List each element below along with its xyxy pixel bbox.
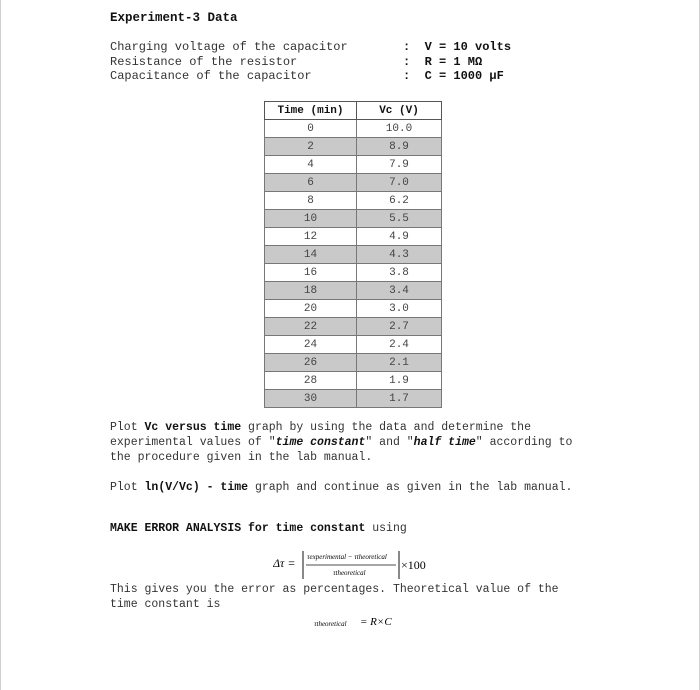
cell-time: 16 (265, 264, 357, 282)
cell-voltage: 2.1 (357, 354, 442, 372)
cell-voltage: 3.4 (357, 282, 442, 300)
cell-voltage: 6.2 (357, 192, 442, 210)
table-row (265, 174, 442, 192)
parameters-list (110, 40, 550, 84)
table-row (265, 318, 442, 336)
formula-numerator: τexperimental − τtheoretical (307, 553, 387, 561)
table-row (265, 246, 442, 264)
cell-voltage: 1.9 (357, 372, 442, 390)
column-header-voltage: Vc (V) (357, 102, 442, 120)
table-row (265, 354, 442, 372)
instruction-paragraph-2 (110, 480, 590, 495)
table-row (265, 390, 442, 408)
text-span: " according to the procedure given in the lab manual. (110, 436, 573, 464)
cell-voltage: 2.4 (357, 336, 442, 354)
document-title: Experiment-3 Data (110, 11, 238, 25)
bold-italic-span: time constant (275, 436, 366, 449)
cell-voltage: 4.9 (357, 228, 442, 246)
parameter-value: : V = 10 volts (403, 40, 512, 54)
cell-time: 30 (265, 390, 357, 408)
table-row (265, 264, 442, 282)
formula-denominator: τtheoretical (333, 569, 366, 577)
parameter-row-voltage (110, 40, 550, 55)
cell-time: 28 (265, 372, 357, 390)
cell-voltage: 7.0 (357, 174, 442, 192)
parameter-row-resistance (110, 55, 550, 70)
cell-voltage: 7.9 (357, 156, 442, 174)
parameter-label: Resistance of the resistor (110, 54, 298, 69)
table-row (265, 138, 442, 156)
cell-time: 12 (265, 228, 357, 246)
cell-time: 10 (265, 210, 357, 228)
parameter-label: Capacitance of the capacitor (110, 69, 312, 83)
cell-time: 6 (265, 174, 357, 192)
text-span: using (365, 522, 407, 535)
text-span: " and " (365, 436, 414, 449)
parameter-value: : R = 1 MΩ (403, 54, 483, 69)
cell-voltage: 5.5 (357, 210, 442, 228)
table-row (265, 336, 442, 354)
bold-span: MAKE ERROR ANALYSIS for time constant (110, 522, 366, 535)
column-header-time: Time (min) (265, 102, 357, 120)
cell-time: 4 (265, 156, 357, 174)
table-row (265, 228, 442, 246)
parameter-value: : C = 1000 µF (403, 69, 504, 83)
cell-time: 22 (265, 318, 357, 336)
instruction-paragraph-3: This gives you the error as percentages. Theoretical value of the time constant is (110, 583, 559, 611)
cell-time: 20 (265, 300, 357, 318)
formula-delta: Δτ = (273, 556, 296, 570)
error-analysis-heading (110, 522, 407, 535)
cell-time: 0 (265, 120, 357, 138)
table-row (265, 300, 442, 318)
cell-voltage: 2.7 (357, 318, 442, 336)
theoretical-formula (314, 613, 404, 633)
bold-span: Vc versus time (144, 421, 242, 434)
cell-voltage: 1.7 (357, 390, 442, 408)
table-row (265, 156, 442, 174)
cell-voltage: 3.0 (357, 300, 442, 318)
text-span: Plot (110, 421, 145, 434)
bold-span: ln(V/Vc) - time (144, 481, 249, 494)
cell-time: 14 (265, 246, 357, 264)
cell-time: 2 (265, 138, 357, 156)
table-row (265, 120, 442, 138)
table-row (265, 192, 442, 210)
cell-voltage: 4.3 (357, 246, 442, 264)
cell-voltage: 3.8 (357, 264, 442, 282)
table-row (265, 372, 442, 390)
text-span: graph and continue as given in the lab manual. (248, 481, 573, 494)
text-span: graph by using the data and determine the experimental values of " (110, 421, 531, 449)
formula-multiplier: ×100 (401, 558, 426, 572)
cell-time: 18 (265, 282, 357, 300)
cell-time: 24 (265, 336, 357, 354)
cell-time: 26 (265, 354, 357, 372)
parameter-row-capacitance (110, 69, 550, 84)
table-row (265, 282, 442, 300)
cell-time: 8 (265, 192, 357, 210)
error-formula (273, 545, 443, 583)
cell-voltage: 8.9 (357, 138, 442, 156)
text-span: Plot (110, 481, 145, 494)
parameter-label: Charging voltage of the capacitor (110, 40, 348, 54)
bold-italic-span: half time (413, 436, 476, 449)
data-table (264, 101, 442, 408)
formula-lhs: τtheoretical (314, 620, 347, 628)
table-row (265, 210, 442, 228)
formula-rhs: = R×C (360, 616, 392, 628)
instruction-paragraph-1 (110, 420, 590, 465)
cell-voltage: 10.0 (357, 120, 442, 138)
